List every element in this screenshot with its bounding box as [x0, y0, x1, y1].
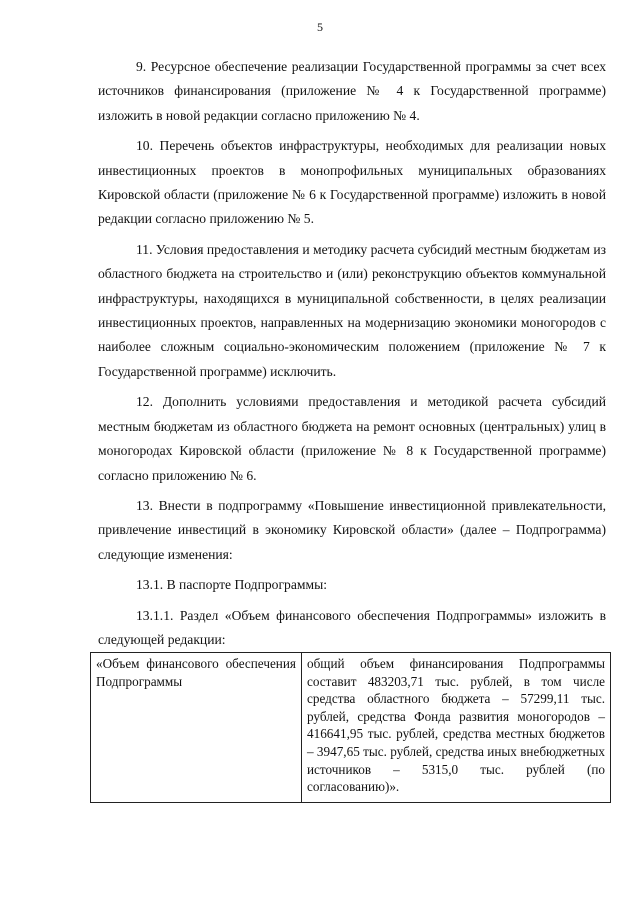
document-body — [98, 55, 606, 652]
paragraph-12: 12. Дополнить условиями предоставления и методикой расчета субсидий местным бюджетам из областного бюджета на ремонт основных (центральных) улиц в моногородах Кировской области (приложение № 8 к Государственной программе) согласно приложению № 6. — [98, 394, 606, 483]
table-row — [91, 653, 611, 803]
table-cell-section-name: «Объем финансового обеспечения Подпрограммы — [91, 653, 302, 803]
paragraph-10: 10. Перечень объектов инфраструктуры, необходимых для реализации новых инвестиционных проектов в монопрофильных муниципальных образованиях Кировской области (приложение № 6 к Государственной программе) изложить в новой редакции согласно приложению № 5. — [98, 138, 606, 227]
paragraph-13-1: 13.1. В паспорте Подпрограммы: — [136, 577, 327, 593]
paragraph-11: 11. Условия предоставления и методику расчета субсидий местным бюджетам из областного бюджета на строительство и (или) реконструкцию объектов коммунальной инфраструктуры, находящихся в муниципальной собственности, в целях реализации инвестиционных проектов, направленных на модернизацию экономики моногородов с наиболее сложным социально-экономическим положением (приложение № 7 к Государственной программе) исключить. — [98, 241, 606, 379]
paragraph-13-1-1: 13.1.1. Раздел «Объем финансового обеспечения Подпрограммы» изложить в следующей редакции: — [98, 607, 606, 647]
table-cell-section-content: общий объем финансирования Подпрограммы составит 483203,71 тыс. рублей, в том числе средства областного бюджета – 57299,11 тыс. рублей, средства Фонда развития моногородов – 416641,95 тыс. рублей, средства местных бюджетов – 3947,65 тыс. рублей, средства иных внебюджетных источников – 5315,0 тыс. рублей (по согласованию)». — [302, 653, 611, 803]
page-number: 5 — [317, 20, 323, 34]
paragraph-9: 9. Ресурсное обеспечение реализации Государственной программы за счет всех источников финансирования (приложение № 4 к Государственной программе) изложить в новой редакции согласно приложению № 4. — [98, 59, 606, 123]
finance-table — [90, 652, 611, 803]
paragraph-13: 13. Внести в подпрограмму «Повышение инвестиционной привлекательности, привлечение инвестиций в экономику Кировской области» (далее – Подпрограмма) следующие изменения: — [98, 497, 606, 562]
